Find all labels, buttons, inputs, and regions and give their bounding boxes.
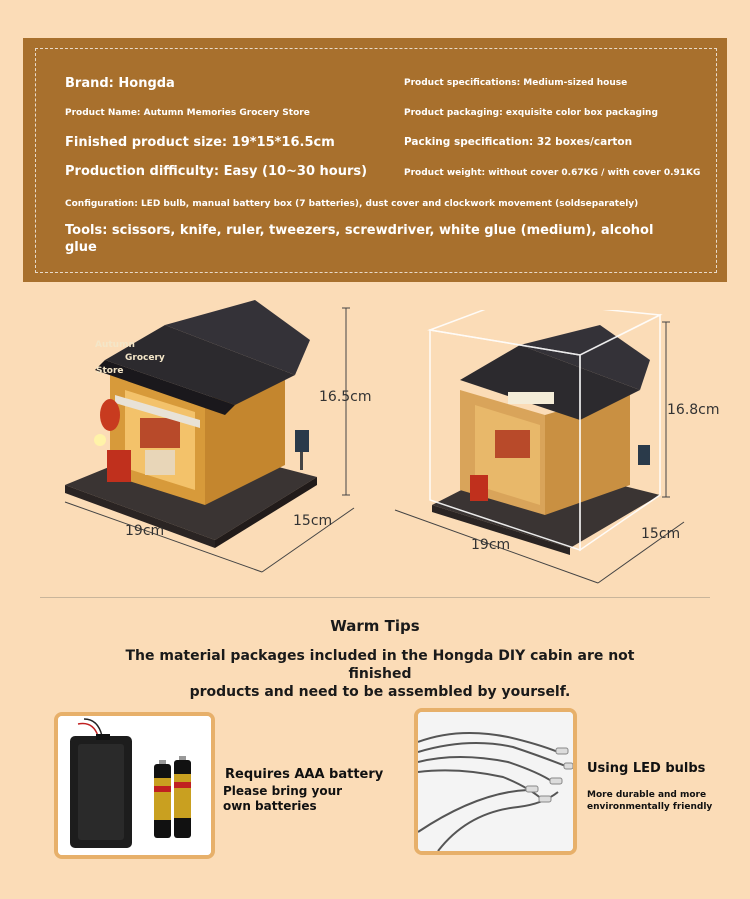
battery-note-line-1: Please bring your bbox=[223, 784, 343, 798]
spec-brand: Brand: Hongda bbox=[65, 76, 175, 91]
left-width-dimension: 19cm bbox=[125, 523, 165, 539]
sign-line-3: Store bbox=[96, 366, 124, 376]
led-note-line-1: More durable and more bbox=[587, 790, 707, 800]
battery-photo bbox=[54, 712, 215, 859]
led-wire-icon bbox=[418, 712, 573, 851]
left-height-dimension: 16.5cm bbox=[319, 389, 372, 405]
spec-product-specifications: Product specifications: Medium-sized house bbox=[404, 78, 628, 88]
spec-packaging: Product packaging: exquisite color box packaging bbox=[404, 108, 658, 118]
battery-note-line-2: own batteries bbox=[223, 799, 317, 813]
spec-product-name: Product Name: Autumn Memories Grocery Store bbox=[65, 108, 310, 118]
right-height-dimension: 16.8cm bbox=[667, 402, 720, 418]
spec-finished-size: Finished product size: 19*15*16.5cm bbox=[65, 135, 335, 150]
section-divider bbox=[40, 597, 710, 598]
led-photo bbox=[414, 708, 577, 855]
warm-tips-line-2: products and need to be assembled by yourself. bbox=[189, 684, 571, 700]
battery-title: Requires AAA battery bbox=[225, 767, 384, 782]
led-note-line-2: environmentally friendly bbox=[587, 802, 713, 812]
right-depth-dimension: 15cm bbox=[641, 526, 681, 542]
right-width-dimension: 19cm bbox=[471, 537, 511, 553]
sign-line-2: Grocery bbox=[125, 353, 165, 363]
left-depth-dimension: 15cm bbox=[293, 513, 333, 529]
spec-tools: Tools: scissors, knife, ruler, tweezers, screwdriver, white glue (medium), alcohol bbox=[65, 223, 654, 238]
spec-difficulty: Production difficulty: Easy (10~30 hours) bbox=[65, 164, 368, 179]
spec-tools-continued: glue bbox=[65, 240, 97, 255]
model-house-with-cover-illustration bbox=[420, 310, 680, 560]
warm-tips-line-1: The material packages included in the Hongda DIY cabin are not finished bbox=[125, 648, 635, 682]
sign-line-1: Autumn bbox=[95, 340, 135, 350]
warm-tips-title: Warm Tips bbox=[330, 617, 420, 635]
battery-box-icon bbox=[58, 716, 211, 855]
spec-packing: Packing specification: 32 boxes/carton bbox=[404, 136, 633, 148]
led-title: Using LED bulbs bbox=[587, 761, 706, 776]
warm-tips-body bbox=[95, 647, 665, 701]
spec-weight: Product weight: without cover 0.67KG / with cover 0.91KG bbox=[404, 168, 701, 178]
spec-configuration: Configuration: LED bulb, manual battery box (7 batteries), dust cover and clockwork movement (soldseparately) bbox=[65, 199, 639, 209]
